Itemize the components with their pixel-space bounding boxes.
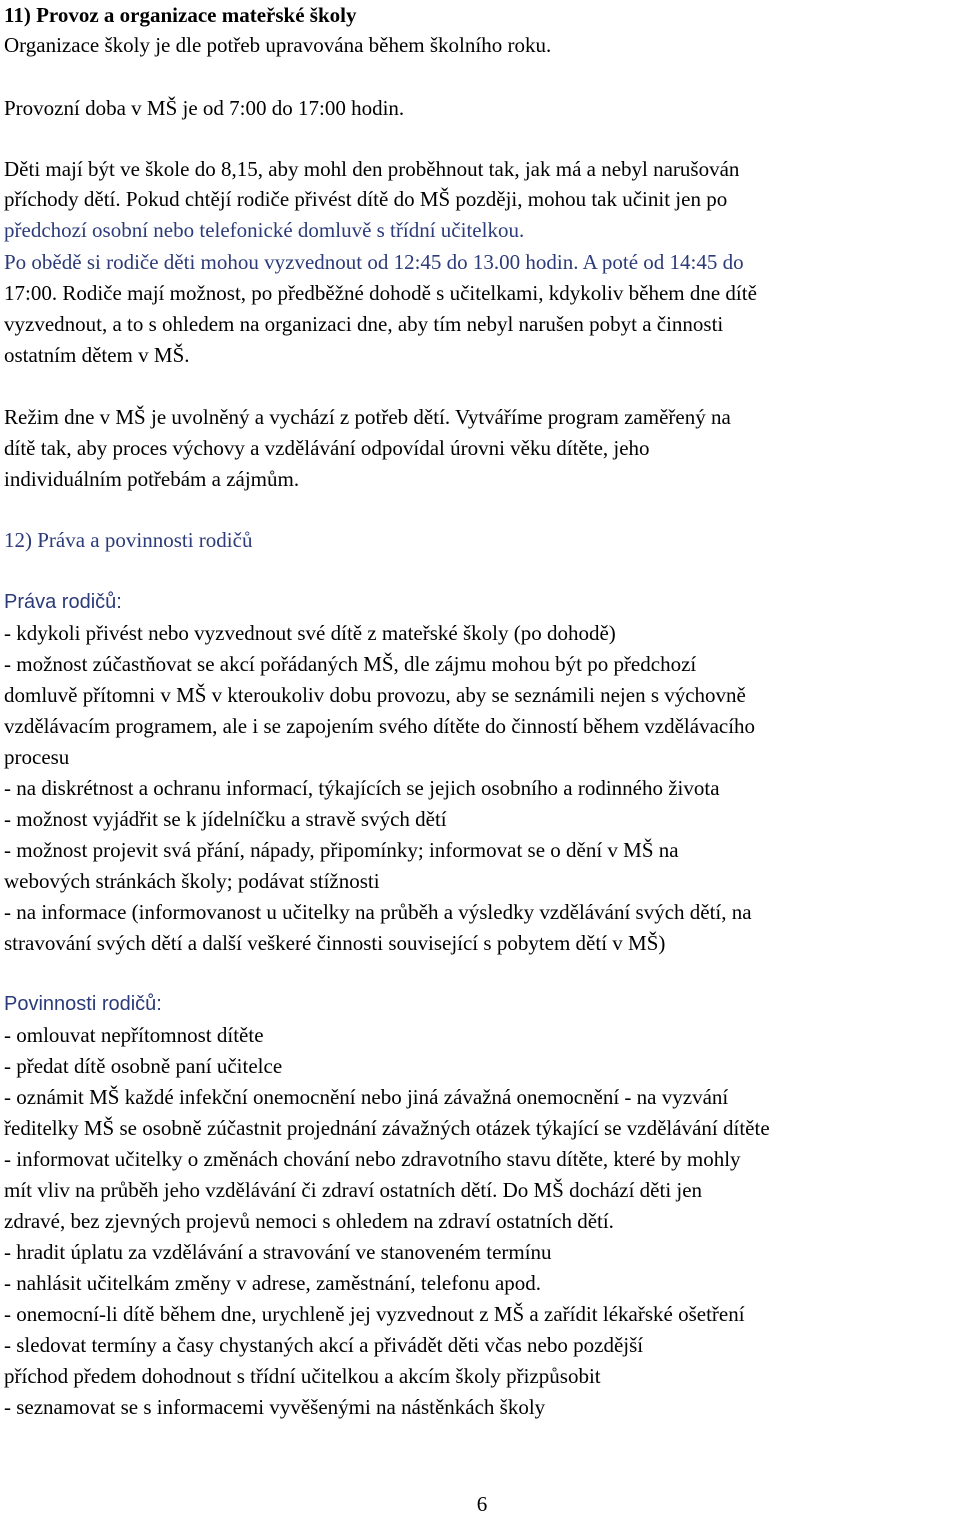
list-item: - nahlásit učitelkám změny v adrese, zaměstnání, telefonu apod. — [4, 1271, 542, 1295]
paragraph-line: Organizace školy je dle potřeb upravována během školního roku. — [4, 33, 552, 57]
paragraph-line: vyzvednout, a to s ohledem na organizaci dne, aby tím nebyl narušen pobyt a činnosti — [4, 312, 724, 336]
list-item: webových stránkách školy; podávat stížnosti — [4, 869, 380, 893]
list-item: - možnost vyjádřit se k jídelníčku a stravě svých dětí — [4, 807, 447, 831]
paragraph-line: Provozní doba v MŠ je od 7:00 do 17:00 hodin. — [4, 96, 405, 120]
list-item: - omlouvat nepřítomnost dítěte — [4, 1023, 264, 1047]
section-11-heading: 11) Provoz a organizace mateřské školy — [4, 3, 357, 27]
paragraph-line: dítě tak, aby proces výchovy a vzdělávání odpovídal úrovni věku dítěte, jeho — [4, 436, 650, 460]
paragraph-line: individuálním potřebám a zájmům. — [4, 467, 300, 491]
list-item: ředitelky MŠ se osobně zúčastnit projednání závažných otázek týkající se vzdělávání dítěte — [4, 1116, 770, 1140]
paragraph-line: Režim dne v MŠ je uvolněný a vychází z potřeb dětí. Vytváříme program zaměřený na — [4, 405, 731, 429]
list-item: domluvě přítomni v MŠ v kteroukoliv dobu provozu, aby se seznámili nejen s výchovně — [4, 683, 746, 707]
list-item: - na informace (informovanost u učitelky na průběh a výsledky vzdělávání svých dětí, na — [4, 900, 752, 924]
list-item: - možnost zúčastňovat se akcí pořádaných MŠ, dle zájmu mohou být po předchozí — [4, 652, 697, 676]
paragraph-line: Po obědě si rodiče děti mohou vyzvednout od 12:45 do 13.00 hodin. A poté od 14:45 do — [4, 250, 744, 274]
duties-title: Povinnosti rodičů: — [4, 993, 162, 1015]
list-item: vzdělávacím programem, ale i se zapojením svého dítěte do činností během vzdělávacího — [4, 714, 756, 738]
page-number: 6 — [476, 1492, 488, 1516]
paragraph-line: ostatním dětem v MŠ. — [4, 343, 190, 367]
paragraph-line: 17:00. Rodiče mají možnost, po předběžné dohodě s učitelkami, kdykoliv během dne dítě — [4, 281, 757, 305]
list-item: - kdykoli přivést nebo vyzvednout své dítě z mateřské školy (po dohodě) — [4, 621, 616, 645]
list-item: - předat dítě osobně paní učitelce — [4, 1054, 283, 1078]
paragraph-line: předchozí osobní nebo telefonické domluvě s třídní učitelkou. — [4, 218, 525, 242]
list-item: stravování svých dětí a další veškeré činnosti související s pobytem dětí v MŠ) — [4, 931, 666, 955]
list-item: zdravé, bez zjevných projevů nemoci s ohledem na zdraví ostatních dětí. — [4, 1209, 614, 1233]
list-item: procesu — [4, 745, 70, 769]
list-item: - oznámit MŠ každé infekční onemocnění nebo jiná závažná onemocnění - na vyzvání — [4, 1085, 729, 1109]
list-item: - na diskrétnost a ochranu informací, týkajících se jejich osobního a rodinného života — [4, 776, 720, 800]
list-item: - onemocní-li dítě během dne, urychleně jej vyzvednout z MŠ a zařídit lékařské ošetření — [4, 1302, 745, 1326]
list-item: - hradit úplatu za vzdělávání a stravování ve stanoveném termínu — [4, 1240, 552, 1264]
section-12-heading: 12) Práva a povinnosti rodičů — [4, 528, 253, 552]
paragraph-line: příchody dětí. Pokud chtějí rodiče přivést dítě do MŠ později, mohou tak učinit jen po — [4, 187, 728, 211]
list-item: - informovat učitelky o změnách chování nebo zdravotního stavu dítěte, které by mohly — [4, 1147, 741, 1171]
list-item: příchod předem dohodnout s třídní učitelkou a akcím školy přizpůsobit — [4, 1364, 601, 1388]
list-item: - seznamovat se s informacemi vyvěšenými na nástěnkách školy — [4, 1395, 546, 1419]
list-item: - sledovat termíny a časy chystaných akcí a přivádět děti včas nebo pozdější — [4, 1333, 644, 1357]
paragraph-line: Děti mají být ve škole do 8,15, aby mohl den proběhnout tak, jak má a nebyl narušován — [4, 157, 740, 181]
list-item: - možnost projevit svá přání, nápady, připomínky; informovat se o dění v MŠ na — [4, 838, 679, 862]
rights-title: Práva rodičů: — [4, 591, 122, 613]
list-item: mít vliv na průběh jeho vzdělávání či zdraví ostatních dětí. Do MŠ dochází děti jen — [4, 1178, 703, 1202]
